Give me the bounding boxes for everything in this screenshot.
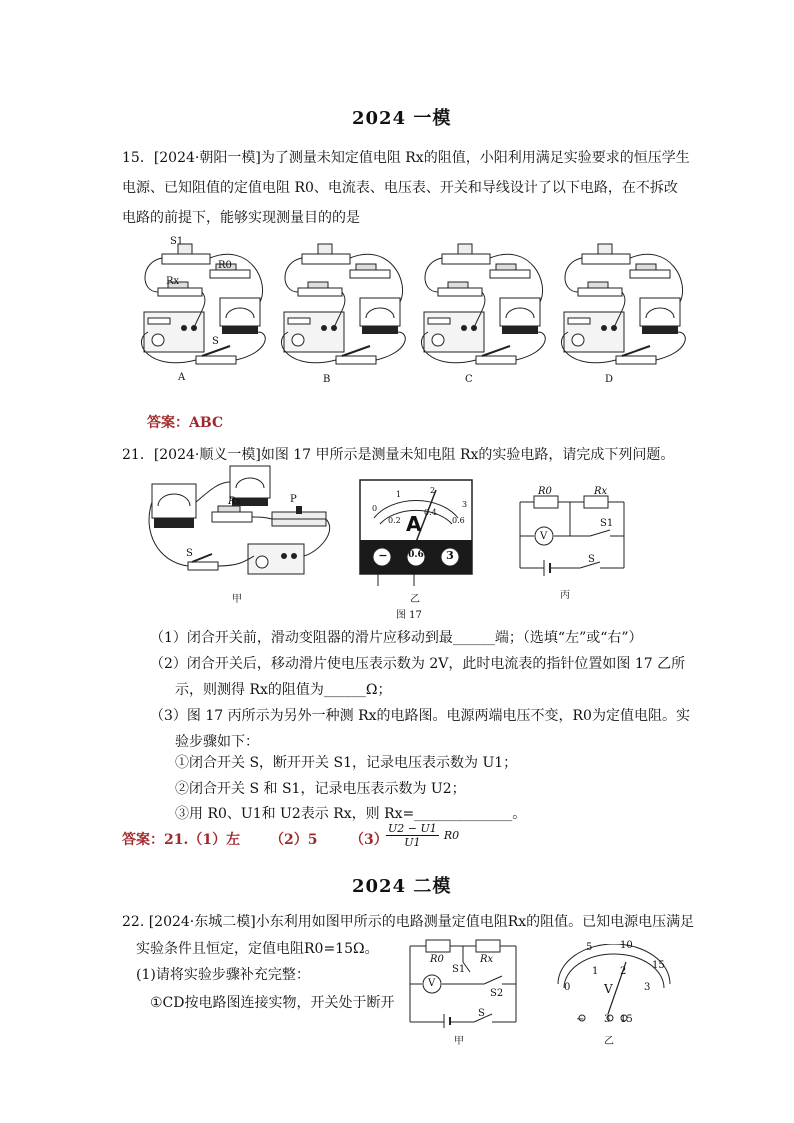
q15-option-d: D bbox=[605, 374, 614, 385]
volt-symbol: V bbox=[604, 982, 613, 996]
q21-answer-fraction bbox=[386, 822, 459, 849]
scale-04: 0.4 bbox=[424, 508, 437, 517]
q21-terminal-minus: − bbox=[378, 549, 388, 562]
q21-ammeter-symbol: A bbox=[406, 512, 422, 536]
q21-part-1: （1）闭合开关前，滑动变阻器的滑片应移动到最______端；（选填“左”或“右”） bbox=[150, 630, 643, 646]
q21-answer-2: （2）5 bbox=[270, 832, 318, 848]
q15-circuit-figures bbox=[140, 232, 700, 392]
q21-part-2-line-2: 示，则测得 Rx的阻值为______Ω； bbox=[175, 682, 392, 698]
q21-bing-label-s1: S1 bbox=[600, 518, 614, 529]
q22-caption-yi: 乙 bbox=[604, 1036, 614, 1047]
q21-answer-1: 答案：21.（1）左 bbox=[122, 832, 241, 848]
q15-option-a: A bbox=[178, 372, 186, 383]
q21-step-1: ①闭合开关 S，断开开关 S1，记录电压表示数为 U1； bbox=[175, 755, 518, 771]
q21-terminal-3: 3 bbox=[446, 549, 454, 562]
q21-bing-label-rx: Rx bbox=[594, 486, 608, 497]
q22-label-rx: Rx bbox=[480, 954, 494, 965]
section-title-second-mock: 2024 二模 bbox=[352, 876, 452, 897]
q21-part-2-line-1: （2）闭合开关后，移动滑片使电压表示数为 2V，此时电流表的指针位置如图 17 乙所 bbox=[150, 656, 686, 672]
q22-label-s1: S1 bbox=[452, 964, 466, 975]
q15-label-rx: Rx bbox=[166, 276, 180, 287]
scale-02: 0.2 bbox=[388, 516, 401, 525]
q15-label-s1: S1 bbox=[170, 236, 184, 247]
q22-line-1: 22. [2024·东城二模]小东利用如图甲所示的电路测量定值电阻Rx的阻值。已知电源电压满足 bbox=[122, 914, 695, 930]
q15-label-s: S bbox=[212, 336, 219, 347]
q22-terminal-minus: − bbox=[576, 1014, 585, 1025]
fraction-denominator: U1 bbox=[404, 836, 421, 849]
volt-inner-0: 0 bbox=[564, 982, 571, 993]
q22-voltmeter-scale bbox=[548, 940, 678, 1010]
volt-outer-5: 5 bbox=[586, 942, 593, 953]
scale-0: 0 bbox=[372, 504, 378, 513]
q21-figure-caption: 图 17 bbox=[396, 610, 422, 621]
scale-3: 3 bbox=[462, 500, 468, 509]
q22-label-r0: R0 bbox=[430, 954, 444, 965]
q21-figure-jia bbox=[148, 462, 338, 582]
q21-step-2: ②闭合开关 S 和 S1，记录电压表示数为 U2； bbox=[175, 781, 466, 797]
q21-bing-label-s: S bbox=[588, 554, 595, 565]
q22-label-s: S bbox=[478, 1008, 485, 1019]
q21-jia-label-s: S bbox=[186, 548, 193, 559]
q22-terminal-15: 15 bbox=[620, 1014, 633, 1025]
q21-schematic-bing bbox=[514, 490, 630, 576]
q21-bing-label-v: V bbox=[540, 531, 548, 542]
q22-label-v: V bbox=[428, 978, 436, 989]
fraction-tail: R0 bbox=[443, 829, 460, 842]
q21-step-3: ③用 R0、U1和 U2表示 Rx，则 Rx=______________。 bbox=[175, 806, 527, 822]
q21-part-3-line-2: 验步骤如下： bbox=[175, 734, 259, 750]
q21-caption-yi: 乙 bbox=[410, 594, 420, 605]
q22-line-4: ①CD按电路图连接实物，开关处于断开 bbox=[150, 995, 395, 1011]
q21-caption-jia: 甲 bbox=[232, 594, 242, 605]
scale-1: 1 bbox=[396, 490, 402, 499]
volt-inner-1: 1 bbox=[592, 966, 599, 977]
q21-part-3-line-1: （3）图 17 丙所示为另外一种测 Rx的电路图。电源两端电压不变，R0为定值电阻。实 bbox=[150, 708, 690, 724]
q21-caption-bing: 丙 bbox=[560, 590, 570, 601]
q21-jia-label-p: P bbox=[290, 494, 297, 505]
volt-inner-2: 2 bbox=[620, 966, 627, 977]
q22-label-s2: S2 bbox=[490, 988, 504, 999]
q21-answer-3-label: （3） bbox=[350, 832, 388, 848]
q22-caption-jia: 甲 bbox=[454, 1036, 464, 1047]
q21-bing-label-r0: R0 bbox=[538, 486, 552, 497]
q22-line-2: 实验条件且恒定，定值电阻R0=15Ω。 bbox=[136, 941, 379, 957]
q15-option-c: C bbox=[465, 374, 473, 385]
q21-terminal-06: 0.6 bbox=[408, 550, 424, 560]
q15-label-r0: R0 bbox=[218, 260, 232, 271]
q15-line-1: 15．[2024·朝阳一模]为了测量未知定值电阻 Rx的阻值，小阳利用满足实验要求的恒压学生 bbox=[122, 150, 690, 166]
volt-outer-15: 15 bbox=[652, 960, 665, 971]
fraction-numerator: U2 − U1 bbox=[388, 822, 437, 835]
q21-jia-label-rx: Rx bbox=[228, 496, 242, 507]
scale-2: 2 bbox=[430, 486, 436, 495]
q21-stem: 21．[2024·顺义一模]如图 17 甲所示是测量未知电阻 Rx的实验电路，请完成下列问题。 bbox=[122, 447, 675, 463]
scale-06: 0.6 bbox=[452, 516, 465, 525]
volt-outer-10: 10 bbox=[620, 940, 633, 951]
q15-answer: 答案：ABC bbox=[147, 415, 224, 431]
q15-option-b: B bbox=[323, 374, 331, 385]
q22-line-3: (1)请将实验步骤补充完整： bbox=[136, 967, 310, 983]
q22-schematic-jia bbox=[404, 938, 522, 1028]
section-title-first-mock: 2024 一模 bbox=[352, 108, 452, 129]
q15-line-2: 电源、已知阻值的定值电阻 R0、电流表、电压表、开关和导线设计了以下电路，在不拆改 bbox=[122, 180, 678, 196]
q15-line-3: 电路的前提下，能够实现测量目的的是 bbox=[122, 210, 360, 226]
volt-inner-3: 3 bbox=[644, 982, 651, 993]
q22-terminal-3: 3 bbox=[604, 1014, 611, 1025]
